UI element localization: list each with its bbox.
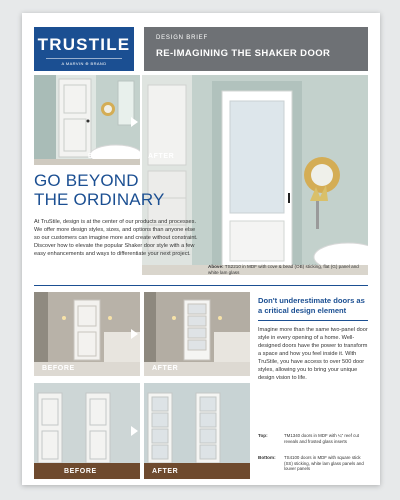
top-after-photo: [144, 292, 250, 376]
top-after-illustration: [144, 292, 250, 376]
top-before-illustration: [34, 292, 140, 376]
hero-before-label: BEFORE: [88, 153, 121, 160]
logo-wordmark: TRUSTILE: [37, 35, 131, 54]
top-before-label: BEFORE: [42, 365, 75, 372]
page-title: RE-IMAGINING THE SHAKER DOOR: [156, 48, 331, 59]
note-bottom-key: Bottom:: [258, 455, 276, 460]
sidebar-heading: Don't underestimate doors as a critical design element: [258, 296, 365, 315]
top-after-label: AFTER: [152, 365, 179, 372]
headline: [34, 171, 165, 209]
section-divider: [34, 285, 368, 286]
bottom-before-label: BEFORE: [64, 468, 97, 475]
hero-caption: [208, 264, 368, 276]
hero-before-photo: [34, 75, 140, 165]
hero-caption-text: TS2210 in MDF with cove & bead (OB) sticking, flat (G) panel and white lam glass: [208, 264, 359, 275]
headline-line-1: GO BEYOND: [34, 171, 139, 190]
sidebar-divider: [258, 320, 368, 321]
bottom-after-illustration: [144, 383, 250, 479]
top-before-photo: [34, 292, 140, 376]
bottom-before-illustration: [34, 383, 140, 479]
bottom-after-label: AFTER: [152, 468, 179, 475]
sidebar-body: Imagine more than the same two-panel door style in every opening of a home. Well-designed doors have the power to transform a space and how you feel inside it. With TruStile, you have access to over 500 door styles, allowing you to bring your unique design vision to life.: [258, 327, 368, 381]
bottom-before-photo: [34, 383, 140, 479]
bottom-after-photo: [144, 383, 250, 479]
note-top-text: TM1340 doors in MDF with ¼" reef cut reveals and frosted glass inserts: [284, 433, 360, 444]
logo-subtitle: A MARVIN ⊕ BRAND: [61, 61, 107, 66]
hero-before-illustration: [34, 75, 140, 165]
intro-paragraph: At TruStile, design is at the center of our products and processes. We offer more design styles, sizes, and options than anyone else so our customers can imagine more and create without constraint. Discover how to elevate the popular Shaker door style with a few easy enhancements and ways to differentiate your next project.: [34, 219, 198, 257]
headline-line-2: THE ORDINARY: [34, 190, 165, 209]
note-bottom-text: TS4100 doors in MDF with square stick (SS) sticking, white lam glass panels and louver panels: [284, 455, 364, 472]
hero-after-label: AFTER: [148, 153, 175, 160]
logo-divider: [46, 58, 122, 59]
hero-caption-key: Above:: [208, 264, 224, 269]
arrow-right-icon: [131, 426, 138, 436]
header-bar: [144, 27, 368, 71]
header-label: DESIGN BRIEF: [156, 35, 208, 41]
note-top-key: Top:: [258, 433, 268, 438]
design-brief-page: [22, 13, 380, 485]
trustile-logo: [34, 27, 134, 71]
arrow-right-icon: [131, 329, 138, 339]
arrow-right-icon: [131, 117, 138, 127]
